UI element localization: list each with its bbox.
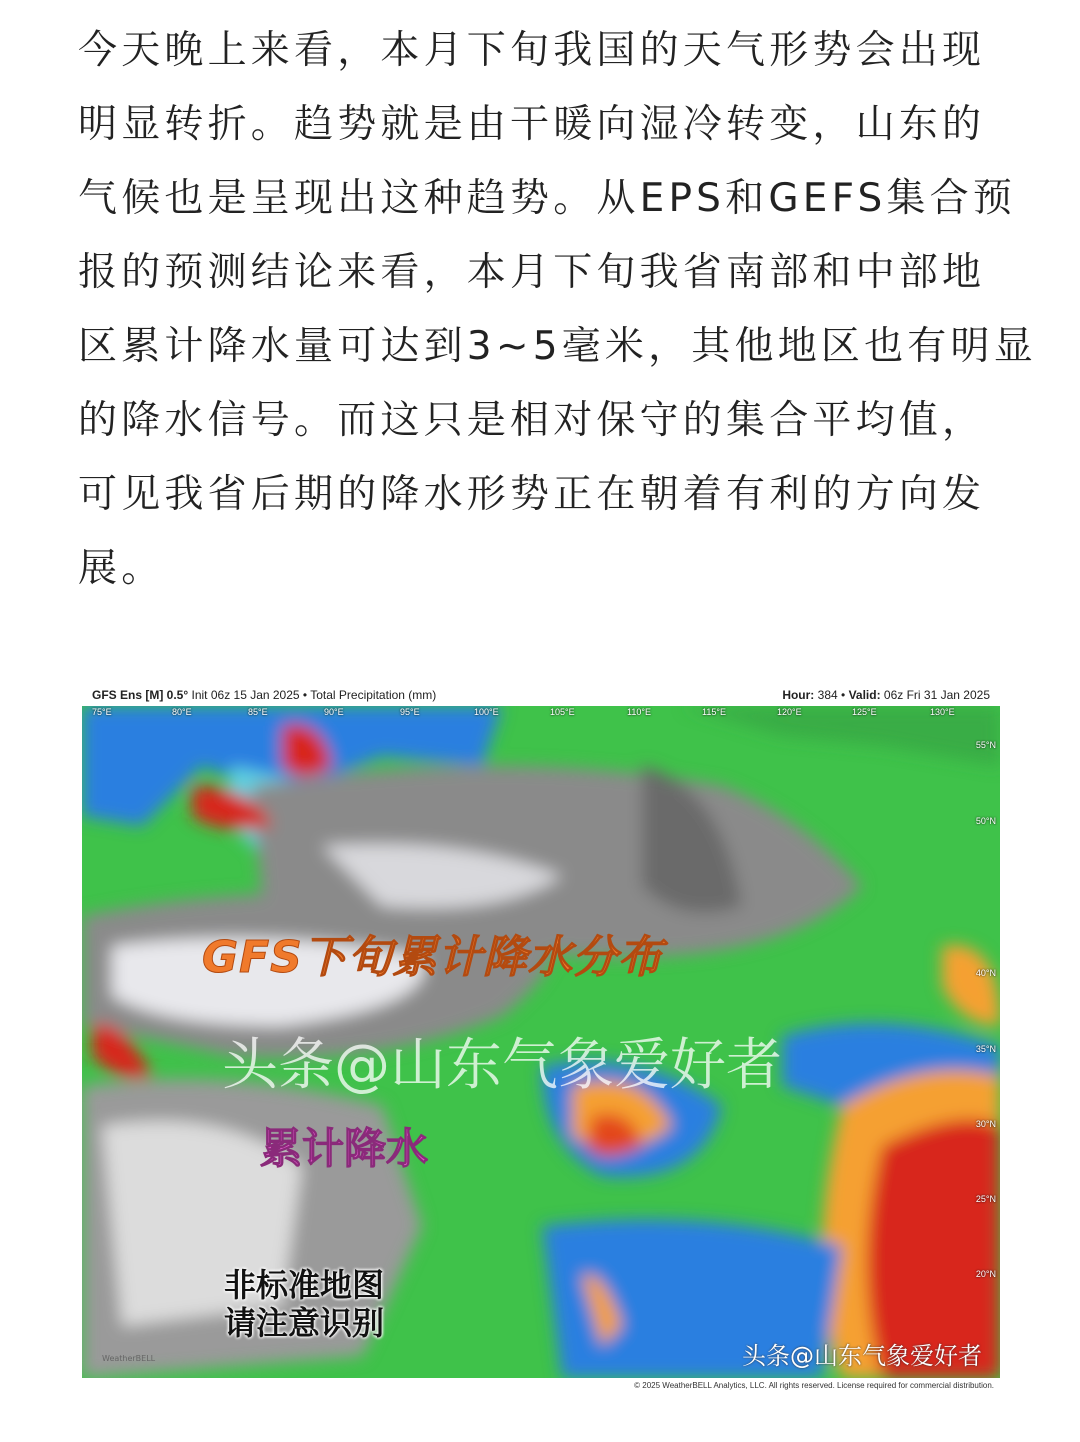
article-paragraph <box>78 14 1037 606</box>
lon-label: 95°E <box>400 707 420 717</box>
map-header <box>82 683 1000 706</box>
lon-label: 90°E <box>324 707 344 717</box>
lon-label: 125°E <box>852 707 877 717</box>
lon-label: 115°E <box>702 707 726 717</box>
notice-line: 请注意识别 <box>224 1304 385 1342</box>
init-info: Init 06z 15 Jan 2025 • Total Precipitation (mm) <box>191 688 437 702</box>
article-line: 报的预测结论来看，本月下旬我省南部和中部地 <box>78 250 986 295</box>
lon-label: 85°E <box>248 707 268 717</box>
article-line: 今天晚上来看，本月下旬我国的天气形势会出现 <box>78 28 986 73</box>
overlay-accum-label: 累计降水 <box>260 1124 429 1173</box>
lat-label: 35°N <box>975 1044 996 1054</box>
article-line: 可见我省后期的降水形势正在朝着有利的方向发 <box>78 472 986 517</box>
article-line: 明显转折。趋势就是由干暖向湿冷转变，山东的 <box>78 102 986 147</box>
lat-label: 50°N <box>975 816 996 826</box>
lon-label: 110°E <box>627 707 651 717</box>
lat-label: 20°N <box>975 1269 996 1279</box>
lat-label: 25°N <box>975 1194 996 1204</box>
weatherbell-logo: WeatherBELL <box>102 1354 156 1363</box>
lat-label: 40°N <box>975 968 996 978</box>
lat-label: 30°N <box>975 1119 996 1129</box>
lon-label: 75°E <box>92 707 112 717</box>
watermark-bottom: 头条@山东气象爱好者 <box>742 1342 982 1370</box>
precipitation-map-figure[interactable] <box>82 683 1000 1397</box>
lon-label: 100°E <box>474 707 499 717</box>
map-canvas <box>82 706 1000 1378</box>
valid-label: Valid: <box>848 688 881 702</box>
model-name: GFS Ens [M] 0.5° <box>92 688 189 702</box>
article-line: 的降水信号。而这只是相对保守的集合平均值， <box>78 398 986 443</box>
overlay-title: GFS下旬累计降水分布 <box>202 932 663 983</box>
lon-label: 80°E <box>172 707 192 717</box>
hour-value: 384 • <box>817 688 846 702</box>
valid-value: 06z Fri 31 Jan 2025 <box>883 688 990 702</box>
lat-label: 55°N <box>975 740 996 750</box>
lon-label: 120°E <box>777 707 802 717</box>
lon-label: 130°E <box>930 707 955 717</box>
watermark: 头条@山东气象爱好者 <box>222 1033 782 1098</box>
article-line: 区累计降水量可达到3~5毫米，其他地区也有明显 <box>78 324 1037 369</box>
article-line: 展。 <box>78 546 165 591</box>
article-line: 气候也是呈现出这种趋势。从EPS和GEFS集合预 <box>78 176 1017 221</box>
copyright-text: © 2025 WeatherBELL Analytics, LLC. All rights reserved. License required for commercial distribution. <box>634 1381 994 1390</box>
nonstandard-map-notice <box>224 1266 384 1342</box>
notice-line: 非标准地图 <box>224 1266 385 1304</box>
hour-label: Hour: <box>782 688 815 702</box>
lon-label: 105°E <box>550 707 575 717</box>
